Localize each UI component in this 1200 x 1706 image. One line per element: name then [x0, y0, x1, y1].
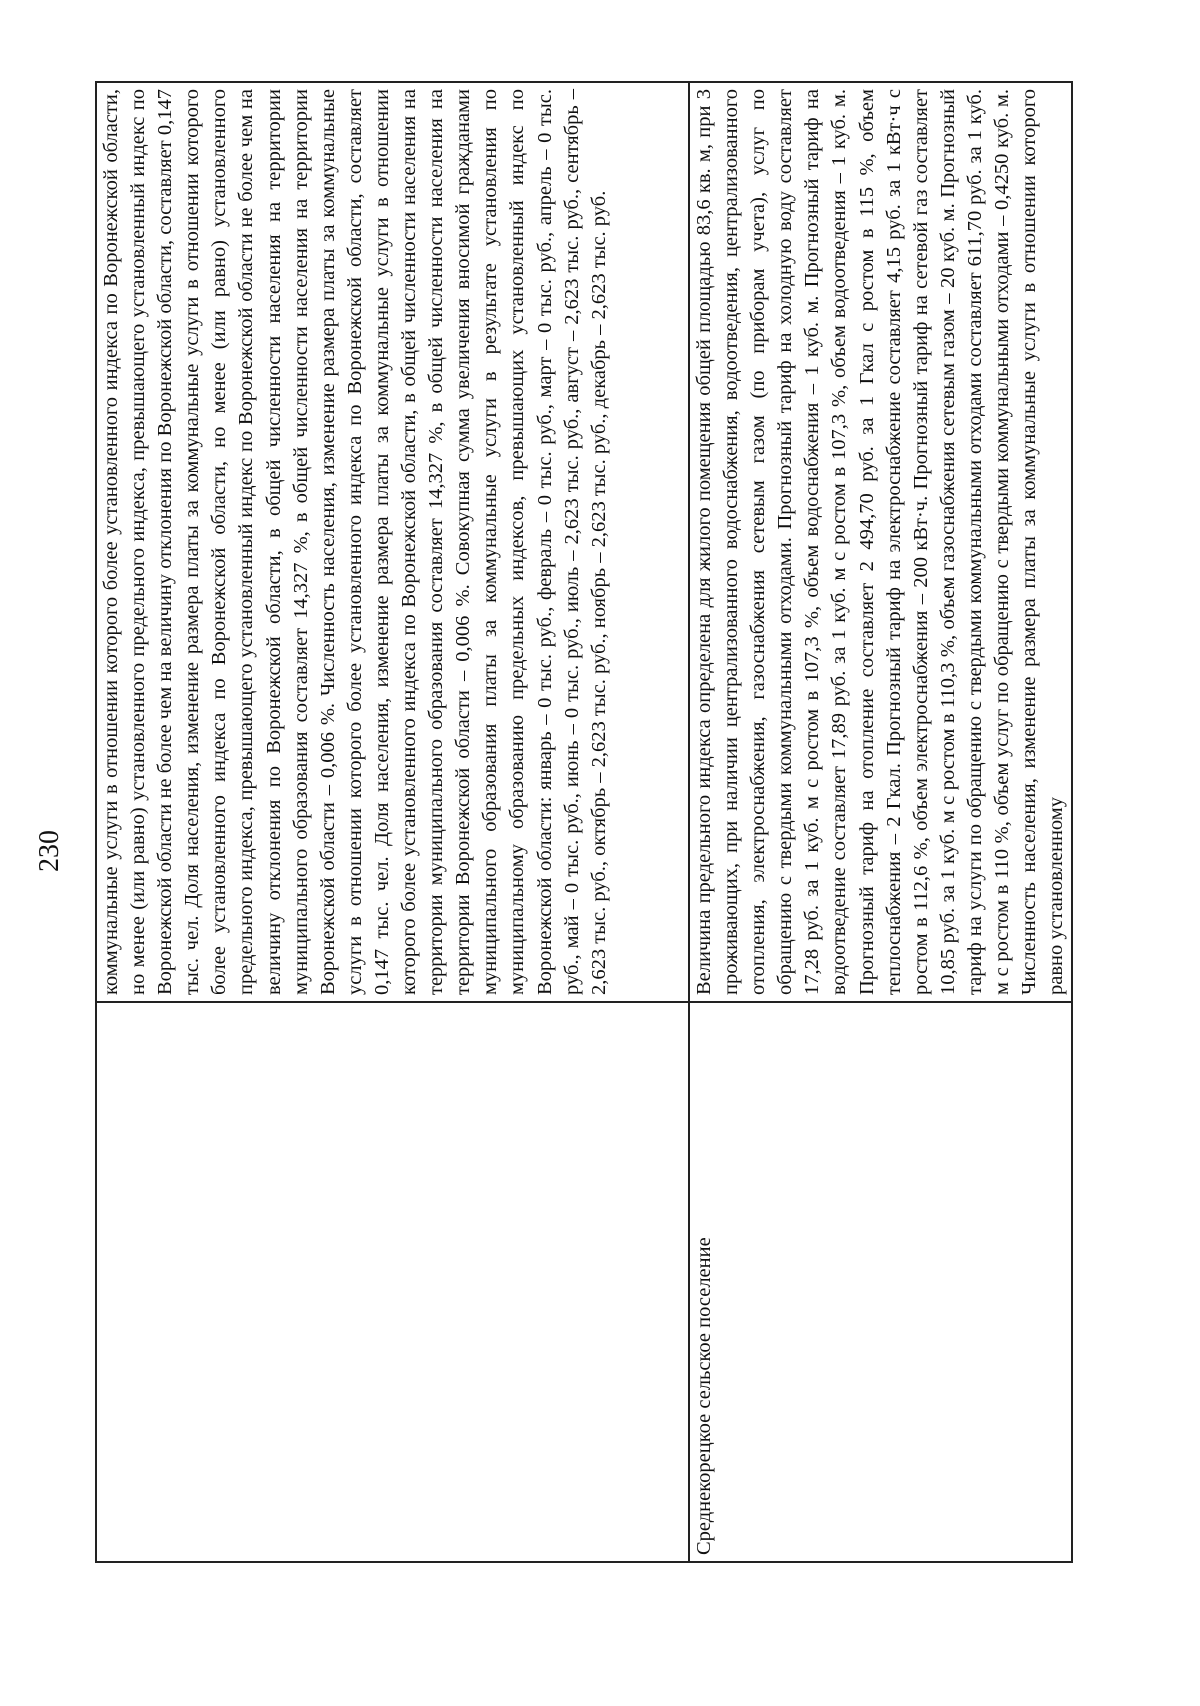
table-cell-description: Величина предельного индекса определена для жилого помещения общей площадью 83,6 кв. м, при 3 проживающих, при наличии централизованного водоснабжения, водоотведения, централизованного отопления, электроснабжения, газоснабжения сетевым газом (по приборам учета), услуг по обращению с твердыми коммунальными отходами. Прогнозный тариф на холодную воду составляет 17,28 руб. за 1 куб. м с ростом в 107,3 %, объем водоснабжения – 1 куб. м. Прогнозный тариф на водоотведение составляет 17,89 руб. за 1 куб. м с ростом в 107,3 %, объем водоотведения – 1 куб. м. Прогнозный тариф на отопление составляет 2 494,70 руб. за 1 Гкал с ростом в 115 %, объем теплоснабжения – 2 Гкал. Прогнозный тариф на электроснабжение составляет 4,15 руб. за 1 кВт·ч с ростом в 112,6 %, объем электроснабжения – 200 кВт·ч. Прогнозный тариф на сетевой газ составляет 10,85 руб. за 1 куб. м с ростом в 110,3 %, объем газоснабжения сетевым газом – 20 куб. м. Прогнозный тариф на услуги по обращению с твердыми коммунальными отходами составляет 611,70 руб. за 1 куб. м с ростом в 110 %, объем услуг по обращению с твердыми коммунальными отходами – 0,4250 куб. м. Численность населения, изменение размера платы за коммунальные услуги в отношении которого равно установленному [689, 82, 1072, 1002]
page-number: 230 [34, 830, 65, 872]
table-cell-municipality: Среднекорецкое сельское поселение [689, 1002, 1072, 1562]
rotated-table-container [95, 83, 1075, 1563]
table-row [689, 82, 1072, 1562]
table-row [96, 82, 689, 1562]
table-cell-municipality [96, 1002, 689, 1562]
table-cell-description: коммунальные услуги в отношении которого более установленного индекса по Воронежской области, но менее (или равно) установленного предельного индекса, превышающего установленный индекс по Воронежской области не более чем на величину отклонения по Воронежской области, составляет 0,147 тыс. чел. Доля населения, изменение размера платы за коммунальные услуги в отношении которого более установленного индекса по Воронежской области, но менее (или равно) установленного предельного индекса, превышающего установленный индекс по Воронежской области не более чем на величину отклонения по Воронежской области, в общей численности населения на территории муниципального образования составляет 14,327 %, в общей численности населения на территории Воронежской области – 0,006 %. Численность населения, изменение размера платы за коммунальные услуги в отношении которого более установленного индекса по Воронежской области, составляет 0,147 тыс. чел. Доля населения, изменение размера платы за коммунальные услуги в отношении которого более установленного индекса по Воронежской области, в общей численности населения на территории муниципального образования составляет 14,327 %, в общей численности населения на территории Воронежской области – 0,006 %. Совокупная сумма увеличения вносимой гражданами муниципального образования платы за коммунальные услуги в результате установления по муниципальному образованию предельных индексов, превышающих установленный индекс по Воронежской области: январь – 0 тыс. руб., февраль – 0 тыс. руб., март – 0 тыс. руб., апрель – 0 тыс. руб., май – 0 тыс. руб., июнь – 0 тыс. руб., июль – 2,623 тыс. руб., август – 2,623 тыс. руб., сентябрь – 2,623 тыс. руб., октябрь – 2,623 тыс. руб., ноябрь – 2,623 тыс. руб., декабрь – 2,623 тыс. руб. [96, 82, 689, 1002]
municipal-index-table [95, 81, 1073, 1563]
